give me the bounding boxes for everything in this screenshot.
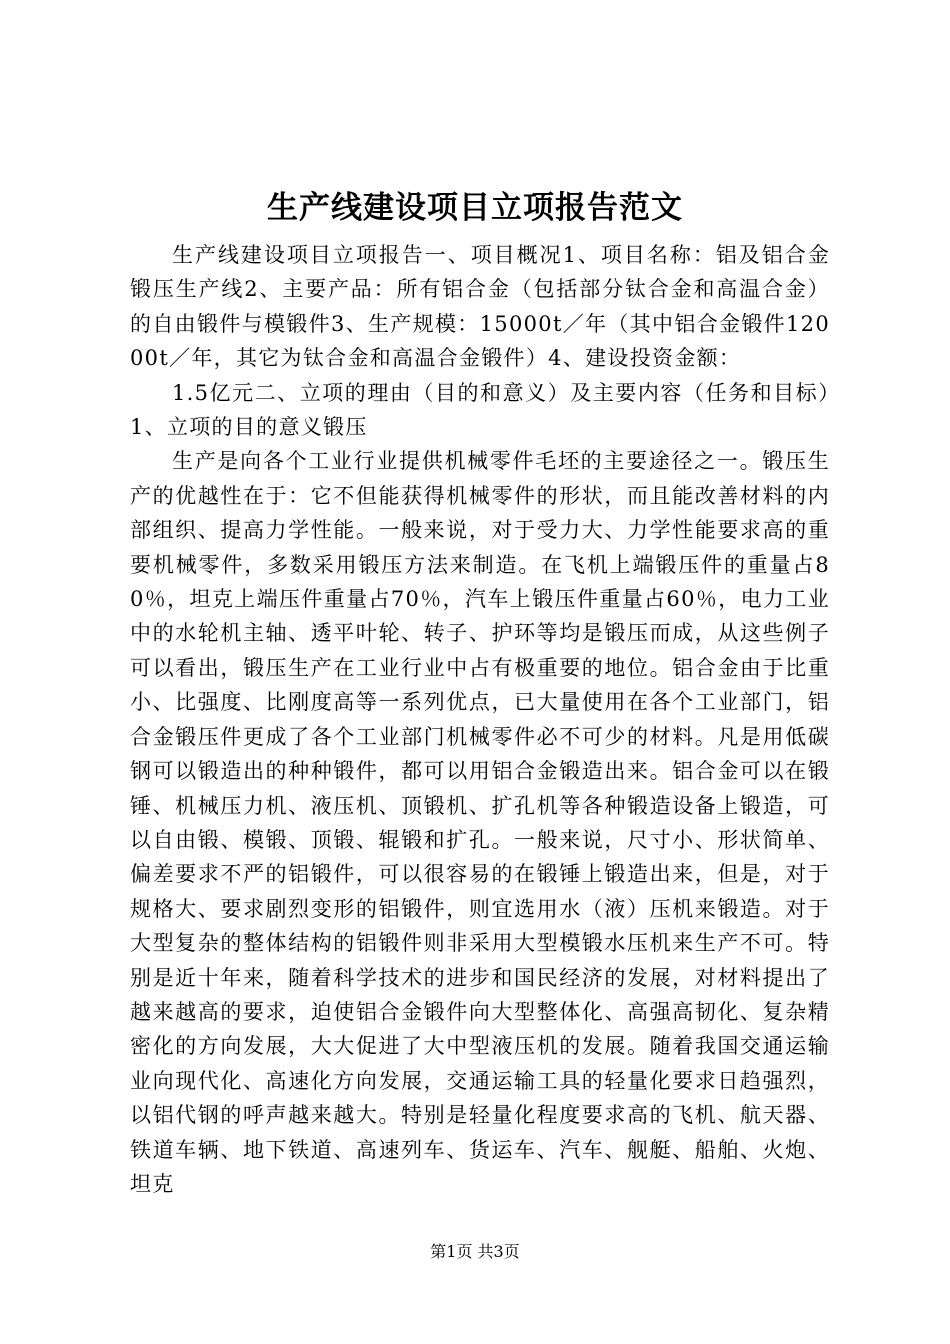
- paragraph-1: 生产线建设项目立项报告一、项目概况1、项目名称：铝及铝合金锻压生产线2、主要产品：所有铝合金（包括部分钛合金和高温合金）的自由锻件与模锻件3、生产规模：15000t／年（其中铝合金锻件12000t／年，其它为钛合金和高温合金锻件）4、建设投资金额：: [130, 243, 830, 371]
- paragraph-2: 1.5亿元二、立项的理由（目的和意义）及主要内容（任务和目标）1、立项的目的意义锻压: [130, 380, 830, 440]
- document-body: [130, 238, 830, 1201]
- page-footer: 第1页 共3页: [430, 1242, 520, 1261]
- paragraph-3: 生产是向各个工业行业提供机械零件毛坯的主要途径之一。锻压生产的优越性在于：它不但能获得机械零件的形状，而且能改善材料的内部组织、提高力学性能。一般来说，对于受力大、力学性能要求高的重要机械零件，多数采用锻压方法来制造。在飞机上端锻压件的重量占80％，坦克上端压件重量占70％，汽车上锻压件重量占60％，电力工业中的水轮机主轴、透平叶轮、转子、护环等均是锻压而成，从这些例子可以看出，锻压生产在工业行业中占有极重要的地位。铝合金由于比重小、比强度、比刚度高等一系列优点，已大量使用在各个工业部门，铝合金锻压件更成了各个工业部门机械零件必不可少的材料。凡是用低碳钢可以锻造出的种种锻件，都可以用铝合金锻造出来。铝合金可以在锻锤、机械压力机、液压机、顶锻机、扩孔机等各种锻造设备上锻造，可以自由锻、模锻、顶锻、辊锻和扩孔。一般来说，尺寸小、形状简单、偏差要求不严的铝锻件，可以很容易的在锻锤上锻造出来，但是，对于规格大、要求剧烈变形的铝锻件，则宜选用水（液）压机来锻造。对于大型复杂的整体结构的铝锻件则非采用大型模锻水压机来生产不可。特别是近十年来，随着科学技术的进步和国民经济的发展，对材料提出了越来越高的要求，迫使铝合金锻件向大型整体化、高强高韧化、复杂精密化的方向发展，大大促进了大中型液压机的发展。随着我国交通运输业向现代化、高速化方向发展，交通运输工具的轻量化要求日趋强烈，以铝代钢的呼声越来越大。特别是轻量化程度要求高的飞机、航天器、铁道车辆、地下铁道、高速列车、货运车、汽车、舰艇、船舶、火炮、坦克: [130, 449, 830, 1196]
- document-title: 生产线建设项目立项报告范文: [267, 190, 683, 226]
